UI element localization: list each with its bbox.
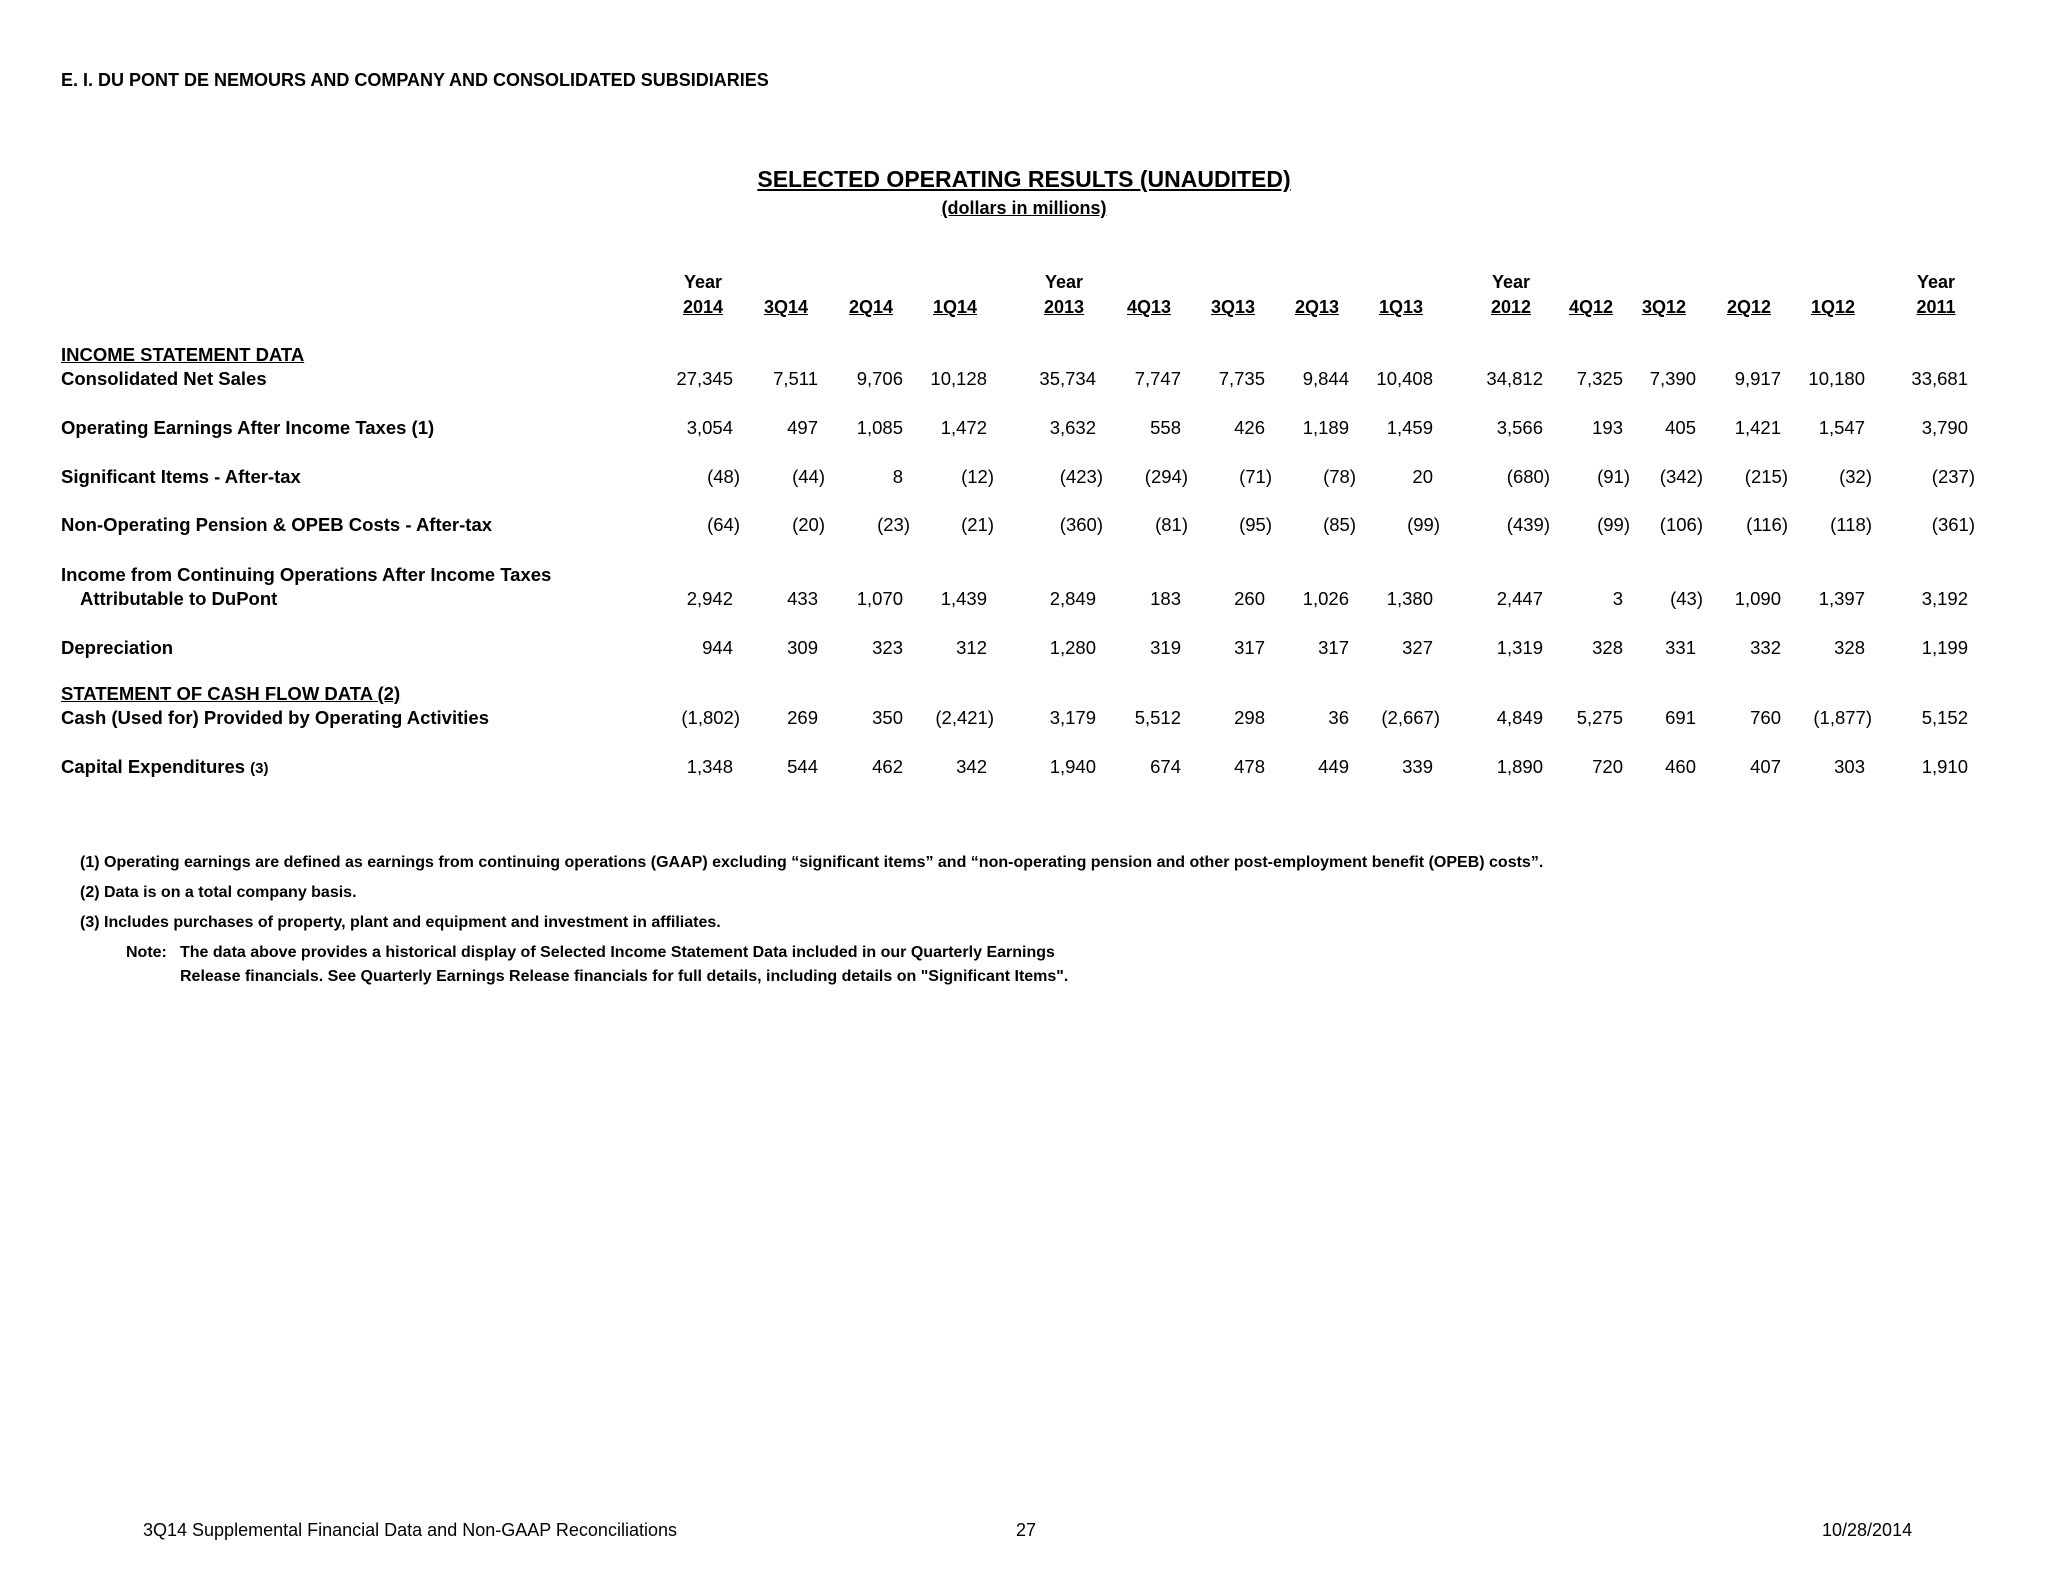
table-cell: (118) bbox=[1830, 514, 1872, 535]
column-header-period: 1Q14 bbox=[932, 297, 978, 317]
table-cell: (48) bbox=[707, 466, 740, 487]
table-cell: 7,747 bbox=[1134, 368, 1181, 389]
table-cell: 332 bbox=[1750, 637, 1781, 658]
column-header-period: 4Q13 bbox=[1126, 297, 1172, 317]
table-cell: (64) bbox=[707, 514, 740, 535]
table-cell: 405 bbox=[1665, 417, 1696, 438]
table-cell: 1,472 bbox=[940, 417, 987, 438]
column-header bbox=[1886, 270, 1986, 320]
table-cell: 7,735 bbox=[1218, 368, 1265, 389]
table-cell: (32) bbox=[1839, 466, 1872, 487]
table-cell: (85) bbox=[1323, 514, 1356, 535]
row-label-text: Cash (Used for) Provided by Operating Activities bbox=[61, 707, 489, 728]
row-label bbox=[61, 513, 492, 537]
table-cell: 9,844 bbox=[1302, 368, 1349, 389]
table-cell: 4,849 bbox=[1496, 707, 1543, 728]
table-cell: (2,667) bbox=[1381, 707, 1440, 728]
table-cell: 478 bbox=[1234, 756, 1265, 777]
table-cell: 1,397 bbox=[1818, 588, 1865, 609]
table-cell: 193 bbox=[1592, 417, 1623, 438]
table-cell: 944 bbox=[702, 637, 733, 658]
table-cell: (680) bbox=[1506, 466, 1550, 487]
table-cell: 34,812 bbox=[1486, 368, 1543, 389]
table-cell: 9,706 bbox=[856, 368, 903, 389]
table-cell: (439) bbox=[1506, 514, 1550, 535]
row-label-text: Operating Earnings After Income Taxes (1) bbox=[61, 417, 435, 438]
column-header-period: 3Q14 bbox=[763, 297, 809, 317]
column-header-period: 4Q12 bbox=[1568, 297, 1614, 317]
column-header-top bbox=[905, 270, 1005, 295]
table-cell: 317 bbox=[1234, 637, 1265, 658]
table-cell: 1,085 bbox=[856, 417, 903, 438]
table-cell: (1,802) bbox=[681, 707, 740, 728]
table-cell: 449 bbox=[1318, 756, 1349, 777]
table-cell: 5,152 bbox=[1921, 707, 1968, 728]
table-cell: 3,632 bbox=[1049, 417, 1096, 438]
table-cell: 720 bbox=[1592, 756, 1623, 777]
column-header bbox=[905, 270, 1005, 320]
table-cell: 9,917 bbox=[1734, 368, 1781, 389]
table-cell: 260 bbox=[1234, 588, 1265, 609]
table-cell: 342 bbox=[956, 756, 987, 777]
table-cell: 10,180 bbox=[1808, 368, 1865, 389]
table-cell: (12) bbox=[961, 466, 994, 487]
table-cell: 3,192 bbox=[1921, 588, 1968, 609]
table-cell: 303 bbox=[1834, 756, 1865, 777]
note-line-2: Release financials. See Quarterly Earnings Release financials for full details, including details on "Significant Items". bbox=[180, 968, 1069, 985]
table-cell: (20) bbox=[792, 514, 825, 535]
table-cell: 312 bbox=[956, 637, 987, 658]
table-cell: (360) bbox=[1059, 514, 1103, 535]
table-cell: 328 bbox=[1592, 637, 1623, 658]
table-cell: (71) bbox=[1239, 466, 1272, 487]
table-cell: 298 bbox=[1234, 707, 1265, 728]
table-cell: 1,380 bbox=[1386, 588, 1433, 609]
row-label-continued: Attributable to DuPont bbox=[80, 588, 278, 609]
table-cell: 1,547 bbox=[1818, 417, 1865, 438]
table-cell: 5,512 bbox=[1134, 707, 1181, 728]
table-cell: 1,910 bbox=[1921, 756, 1968, 777]
table-cell: 331 bbox=[1665, 637, 1696, 658]
table-cell: 1,070 bbox=[856, 588, 903, 609]
table-cell: (106) bbox=[1659, 514, 1703, 535]
table-cell: 317 bbox=[1318, 637, 1349, 658]
table-cell: 5,275 bbox=[1576, 707, 1623, 728]
table-cell: 3,179 bbox=[1049, 707, 1096, 728]
table-cell: 3,566 bbox=[1496, 417, 1543, 438]
table-cell: 760 bbox=[1750, 707, 1781, 728]
footnote-2: (2) Data is on a total company basis. bbox=[80, 884, 357, 901]
column-header-period: 3Q12 bbox=[1641, 297, 1687, 317]
row-label-footnote-ref: (3) bbox=[250, 760, 269, 777]
table-cell: 10,408 bbox=[1376, 368, 1433, 389]
table-cell: (44) bbox=[792, 466, 825, 487]
column-header bbox=[1783, 270, 1883, 320]
table-cell: 1,280 bbox=[1049, 637, 1096, 658]
table-cell: 407 bbox=[1750, 756, 1781, 777]
footer-page-number: 27 bbox=[1016, 1520, 1037, 1540]
column-header bbox=[1351, 270, 1451, 320]
footnote-3: (3) Includes purchases of property, plant and equipment and investment in affiliates. bbox=[80, 914, 721, 931]
column-header-top bbox=[1783, 270, 1883, 295]
row-label: Income from Continuing Operations After Income Taxes bbox=[61, 564, 552, 585]
table-cell: 20 bbox=[1412, 466, 1433, 487]
row-label-text: Significant Items - After-tax bbox=[61, 466, 301, 487]
table-cell: (95) bbox=[1239, 514, 1272, 535]
table-cell: (361) bbox=[1931, 514, 1975, 535]
column-header-top: Year bbox=[1491, 272, 1531, 292]
section-cash-flow: STATEMENT OF CASH FLOW DATA (2) bbox=[61, 683, 401, 704]
table-cell: 7,325 bbox=[1576, 368, 1623, 389]
table-cell: 3 bbox=[1612, 588, 1623, 609]
column-header-top: Year bbox=[683, 272, 723, 292]
table-cell: 1,459 bbox=[1386, 417, 1433, 438]
table-cell: 183 bbox=[1150, 588, 1181, 609]
table-cell: 1,319 bbox=[1496, 637, 1543, 658]
row-label bbox=[61, 706, 489, 730]
company-name: E. I. DU PONT DE NEMOURS AND COMPANY AND CONSOLIDATED SUBSIDIARIES bbox=[61, 70, 769, 90]
table-cell: 2,447 bbox=[1496, 588, 1543, 609]
table-cell: (21) bbox=[961, 514, 994, 535]
column-header-period: 2Q12 bbox=[1726, 297, 1772, 317]
table-cell: 3,790 bbox=[1921, 417, 1968, 438]
table-cell: 433 bbox=[787, 588, 818, 609]
table-cell: 1,189 bbox=[1302, 417, 1349, 438]
row-label bbox=[61, 465, 301, 489]
table-cell: (91) bbox=[1597, 466, 1630, 487]
table-cell: (294) bbox=[1144, 466, 1188, 487]
note-line-1: The data above provides a historical display of Selected Income Statement Data included in our Quarterly Earnings bbox=[180, 944, 1055, 961]
note-label: Note: bbox=[126, 944, 167, 961]
table-cell: 544 bbox=[787, 756, 818, 777]
footer-date: 10/28/2014 bbox=[1822, 1520, 1913, 1540]
table-cell: 36 bbox=[1328, 707, 1349, 728]
table-cell: 33,681 bbox=[1911, 368, 1968, 389]
footnote-1: (1) Operating earnings are defined as earnings from continuing operations (GAAP) excluding “significant items” and “non-operating pension and other post-employment benefit (OPEB) costs”. bbox=[80, 854, 1544, 871]
row-label-text: Non-Operating Pension & OPEB Costs - After-tax bbox=[61, 514, 493, 535]
column-header-period: 1Q12 bbox=[1810, 297, 1856, 317]
page-subtitle: (dollars in millions) bbox=[941, 198, 1107, 218]
footer-title: 3Q14 Supplemental Financial Data and Non-GAAP Reconciliations bbox=[143, 1520, 677, 1540]
row-label-text: Capital Expenditures bbox=[61, 756, 246, 777]
table-cell: 2,849 bbox=[1049, 588, 1096, 609]
table-cell: 1,090 bbox=[1734, 588, 1781, 609]
table-cell: (237) bbox=[1931, 466, 1975, 487]
column-header-period: 2Q13 bbox=[1294, 297, 1340, 317]
column-header-period: 1Q13 bbox=[1378, 297, 1424, 317]
table-cell: 319 bbox=[1150, 637, 1181, 658]
table-cell: 691 bbox=[1665, 707, 1696, 728]
table-cell: (2,421) bbox=[935, 707, 994, 728]
table-cell: 350 bbox=[872, 707, 903, 728]
column-header-top bbox=[1351, 270, 1451, 295]
row-label-text: Consolidated Net Sales bbox=[61, 368, 267, 389]
table-cell: 1,199 bbox=[1921, 637, 1968, 658]
row-label-text: Depreciation bbox=[61, 637, 174, 658]
table-cell: 8 bbox=[892, 466, 903, 487]
table-cell: (215) bbox=[1744, 466, 1788, 487]
column-header-period: 2014 bbox=[682, 297, 724, 317]
section-income-statement: INCOME STATEMENT DATA bbox=[61, 344, 305, 365]
table-cell: 558 bbox=[1150, 417, 1181, 438]
table-cell: 460 bbox=[1665, 756, 1696, 777]
table-cell: 1,026 bbox=[1302, 588, 1349, 609]
table-cell: (81) bbox=[1155, 514, 1188, 535]
table-cell: 328 bbox=[1834, 637, 1865, 658]
table-cell: 497 bbox=[787, 417, 818, 438]
table-cell: (78) bbox=[1323, 466, 1356, 487]
column-header-period: 2013 bbox=[1043, 297, 1085, 317]
row-label bbox=[61, 755, 269, 781]
page-title: SELECTED OPERATING RESULTS (UNAUDITED) bbox=[757, 166, 1291, 192]
table-cell: (99) bbox=[1597, 514, 1630, 535]
table-cell: (423) bbox=[1059, 466, 1103, 487]
table-cell: 2,942 bbox=[686, 588, 733, 609]
column-header-period: 2011 bbox=[1916, 297, 1956, 317]
table-cell: 3,054 bbox=[686, 417, 733, 438]
table-cell: 7,390 bbox=[1649, 368, 1696, 389]
table-cell: (116) bbox=[1746, 514, 1788, 535]
table-cell: 1,940 bbox=[1049, 756, 1096, 777]
column-header-top: Year bbox=[1044, 272, 1084, 292]
table-cell: (43) bbox=[1670, 588, 1703, 609]
row-label bbox=[61, 636, 173, 660]
table-cell: 10,128 bbox=[930, 368, 987, 389]
table-cell: 462 bbox=[872, 756, 903, 777]
table-cell: (23) bbox=[877, 514, 910, 535]
column-header-period: 2012 bbox=[1490, 297, 1532, 317]
table-cell: 1,439 bbox=[940, 588, 987, 609]
table-cell: 7,511 bbox=[773, 368, 818, 389]
table-cell: 339 bbox=[1402, 756, 1433, 777]
table-cell: 1,421 bbox=[1734, 417, 1781, 438]
table-cell: 674 bbox=[1150, 756, 1181, 777]
table-cell: (342) bbox=[1659, 466, 1703, 487]
table-cell: 323 bbox=[872, 637, 903, 658]
table-cell: 35,734 bbox=[1039, 368, 1096, 389]
table-cell: 1,348 bbox=[686, 756, 733, 777]
table-cell: 269 bbox=[787, 707, 818, 728]
table-cell: 426 bbox=[1234, 417, 1265, 438]
table-cell: 309 bbox=[787, 637, 818, 658]
table-cell: (99) bbox=[1407, 514, 1440, 535]
table-cell: 327 bbox=[1402, 637, 1433, 658]
row-label bbox=[61, 367, 267, 391]
table-cell: 1,890 bbox=[1496, 756, 1543, 777]
table-cell: (1,877) bbox=[1813, 707, 1872, 728]
column-header-period: 2Q14 bbox=[848, 297, 894, 317]
row-label bbox=[61, 416, 434, 440]
column-header-period: 3Q13 bbox=[1210, 297, 1256, 317]
table-cell: 27,345 bbox=[676, 368, 733, 389]
column-header-top: Year bbox=[1916, 272, 1956, 292]
